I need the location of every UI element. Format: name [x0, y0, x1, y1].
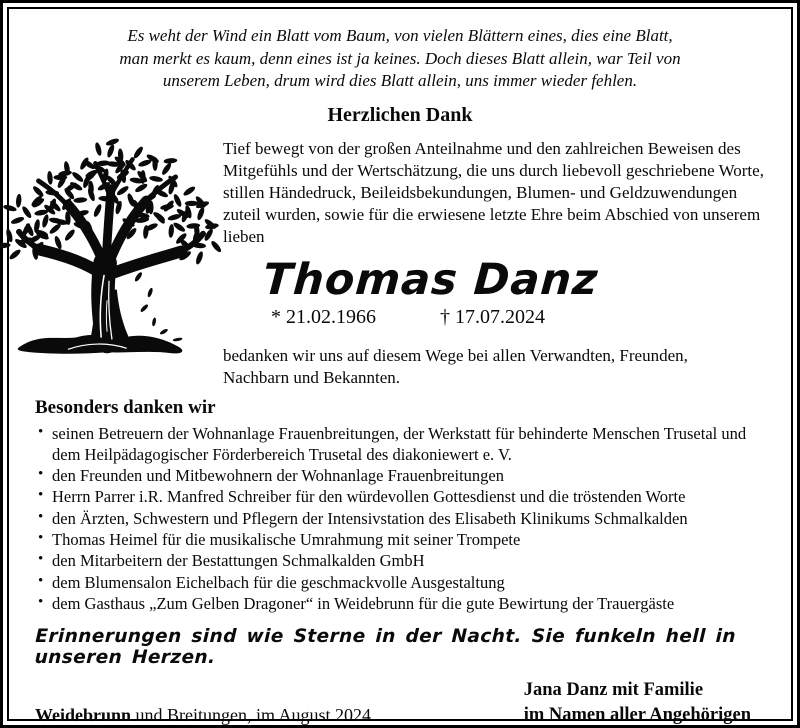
list-item: • seinen Betreuern der Wohnanlage Frauenbreitungen, der Werkstatt für behinderte Menschen Trusetal und dem Heilpädagogischer Förderbereich Trusetal des diakoniewert e. V. — [35, 423, 765, 466]
place-and-date — [35, 705, 371, 728]
poem-line: unserem Leben, drum wird dies Blatt allein, uns immer wieder fehlen. — [162, 71, 638, 90]
list-item: • Thomas Heimel für die musikalische Umrahmung mit seiner Trompete — [35, 529, 765, 550]
list-item: • dem Gasthaus „Zum Gelben Dragoner“ in Weidebrunn für die gute Bewirtung der Trauergäste — [35, 593, 765, 614]
list-item: • Herrn Parrer i.R. Manfred Schreiber für den würdevollen Gottesdienst und die tröstenden Worte — [35, 486, 765, 507]
special-thanks-list — [35, 423, 765, 615]
tree-illustration-icon — [13, 128, 209, 368]
deceased-name: Thomas Danz — [261, 254, 600, 305]
footer — [35, 678, 765, 728]
family-line: im Namen aller Angehörigen — [523, 705, 751, 726]
gratitude-text-column — [209, 132, 765, 389]
inner-border — [7, 7, 793, 726]
place-name: Weidebrunn — [35, 705, 132, 726]
thanks-to-all-paragraph: bedanken wir uns auf diesem Wege bei allen Verwandten, Freunden, Nachbarn und Bekannten. — [223, 345, 688, 387]
falling-leaves-icon — [134, 271, 183, 342]
family-signature — [524, 678, 751, 728]
memorial-quote: Erinnerungen sind wie Sterne in der Nacht. Sie funkeln hell in unseren Herzen. — [34, 626, 737, 669]
list-item: • den Freunden und Mitbewohnern der Wohnanlage Frauenbreitungen — [35, 465, 765, 486]
poem-line: man merkt es kaum, denn eines ist ja keines. Doch dieses Blatt allein, war Teil von — [119, 48, 681, 68]
birth-date: * 21.02.1966 — [271, 305, 376, 328]
main-section — [35, 132, 765, 389]
place-date-rest: und Breitungen, im August 2024 — [131, 705, 372, 726]
gratitude-paragraph: Tief bewegt von der großen Anteilnahme und den zahlreichen Beweisen des Mitgefühls und der Wertschätzung, die uns durch liebevoll geschriebene Worte, stillen Händedruck, Beileidsbekundungen, Blumen- und Geldzuwendungen zuteil wurden, sowie für die erwiesene letzte Ehre beim Abschied von unserem lieben — [223, 138, 764, 246]
list-item: • dem Blumensalon Eichelbach für die geschmackvolle Ausgestaltung — [35, 572, 765, 593]
poem-line: Es weht der Wind ein Blatt vom Baum, von vielen Blättern eines, dies eine Blatt, — [127, 26, 673, 45]
list-item: • den Mitarbeitern der Bestattungen Schmalkalden GmbH — [35, 550, 765, 571]
list-item: • den Ärzten, Schwestern und Pflegern der Intensivstation des Elisabeth Klinikums Schmalkalden — [35, 508, 765, 529]
headline-thanks: Herzlichen Dank — [327, 103, 473, 126]
special-thanks-heading: Besonders danken wir — [35, 396, 216, 418]
family-line: Jana Danz mit Familie — [523, 680, 704, 701]
opening-poem — [35, 25, 765, 93]
death-date: † 17.07.2024 — [440, 305, 545, 328]
life-dates — [271, 306, 765, 329]
